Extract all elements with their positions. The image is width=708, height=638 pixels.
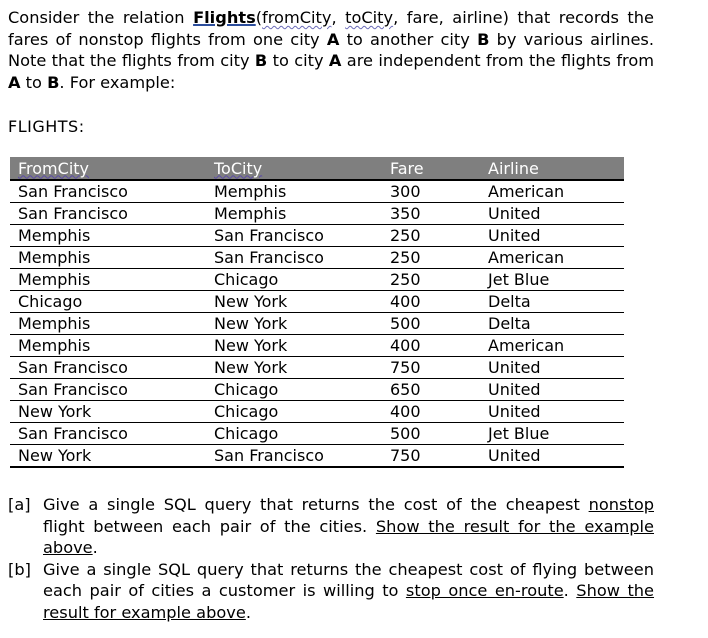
city-a-label: A xyxy=(8,72,21,92)
question-a xyxy=(8,494,654,559)
cell-fromcity: San Francisco xyxy=(10,379,206,401)
attribute-fromcity: fromCity xyxy=(262,8,332,27)
cell-tocity: New York xyxy=(206,335,382,357)
cell-fromcity: Memphis xyxy=(10,225,206,247)
attribute-tocity: toCity xyxy=(345,8,394,27)
city-b-label: B xyxy=(47,72,60,92)
cell-tocity: Chicago xyxy=(206,379,382,401)
cell-fromcity: San Francisco xyxy=(10,180,206,203)
cell-airline: Delta xyxy=(480,291,624,313)
relation-name: Flights xyxy=(193,8,256,27)
questions-list xyxy=(8,494,654,623)
intro-text: ( xyxy=(255,8,263,27)
city-b-label: B xyxy=(477,29,490,49)
cell-fare: 350 xyxy=(382,203,480,225)
intro-text: . For example: xyxy=(59,72,176,92)
table-row xyxy=(10,203,624,225)
intro-text: to city xyxy=(267,51,329,70)
table-row xyxy=(10,379,624,401)
cell-fare: 250 xyxy=(382,247,480,269)
city-b-label: B xyxy=(254,51,268,70)
cell-airline: United xyxy=(480,445,624,468)
cell-fare: 250 xyxy=(382,225,480,247)
table-row xyxy=(10,247,624,269)
question-text: flight between each pair of the cities. xyxy=(43,516,376,536)
cell-tocity: Chicago xyxy=(206,269,382,291)
table-row xyxy=(10,357,624,379)
cell-tocity: San Francisco xyxy=(206,247,382,269)
header-label: ToCity xyxy=(214,158,263,178)
table-row xyxy=(10,423,624,445)
question-tag: [b] xyxy=(8,559,31,579)
cell-fare: 500 xyxy=(382,313,480,335)
cell-fromcity: Memphis xyxy=(10,247,206,269)
intro-text: are independent from the flights from xyxy=(341,51,654,70)
header-tocity xyxy=(206,157,382,180)
table-row xyxy=(10,225,624,247)
intro-text: to xyxy=(20,72,48,92)
cell-tocity: New York xyxy=(206,313,382,335)
cell-airline: Jet Blue xyxy=(480,269,624,291)
intro-text: , xyxy=(331,8,346,27)
intro-text: , fare, airline) that records the fares of nonstop flights from one city xyxy=(8,8,654,49)
cell-fromcity: New York xyxy=(10,401,206,423)
cell-fare: 300 xyxy=(382,180,480,203)
city-a-label: A xyxy=(326,29,340,49)
table-row xyxy=(10,335,624,357)
intro-paragraph xyxy=(8,7,654,93)
intro-text: Consider the relation xyxy=(8,8,194,27)
header-fromcity xyxy=(10,157,206,180)
cell-airline: United xyxy=(480,379,624,401)
table-row xyxy=(10,180,624,203)
cell-airline: United xyxy=(480,225,624,247)
cell-fare: 500 xyxy=(382,423,480,445)
cell-fromcity: Chicago xyxy=(10,291,206,313)
header-airline: Airline xyxy=(480,157,624,180)
cell-tocity: San Francisco xyxy=(206,225,382,247)
cell-fromcity: Memphis xyxy=(10,269,206,291)
cell-fare: 750 xyxy=(382,445,480,468)
cell-tocity: New York xyxy=(206,357,382,379)
cell-fromcity: New York xyxy=(10,445,206,468)
table-row xyxy=(10,269,624,291)
cell-tocity: Chicago xyxy=(206,423,382,445)
cell-airline: United xyxy=(480,357,624,379)
cell-airline: United xyxy=(480,203,624,225)
cell-fare: 400 xyxy=(382,335,480,357)
cell-airline: American xyxy=(480,335,624,357)
emphasis-nonstop: nonstop xyxy=(588,495,654,514)
cell-tocity: Memphis xyxy=(206,180,382,203)
cell-airline: Jet Blue xyxy=(480,423,624,445)
emphasis-stop-once: stop once en-route xyxy=(405,581,564,600)
cell-fare: 250 xyxy=(382,269,480,291)
question-tag: [a] xyxy=(8,495,31,514)
cell-airline: Delta xyxy=(480,313,624,335)
city-a-label: A xyxy=(328,51,342,70)
cell-fromcity: San Francisco xyxy=(10,423,206,445)
question-text: Give a single SQL query that returns the cost of the cheapest xyxy=(43,495,589,514)
table-row xyxy=(10,313,624,335)
cell-tocity: Memphis xyxy=(206,203,382,225)
cell-tocity: San Francisco xyxy=(206,445,382,468)
table-header-row xyxy=(10,157,624,180)
cell-airline: United xyxy=(480,401,624,423)
header-label: FromCity xyxy=(18,158,89,178)
question-b xyxy=(8,559,654,624)
cell-fare: 750 xyxy=(382,357,480,379)
question-text: . xyxy=(92,538,98,557)
table-row xyxy=(10,445,624,468)
intro-text: by various airlines. Note that the flights from city xyxy=(8,29,654,70)
cell-airline: American xyxy=(480,180,624,203)
question-text: . xyxy=(563,581,577,600)
question-text: Give a single SQL query that returns the cheapest cost of flying between each pair of cities a customer is willing to xyxy=(43,559,654,600)
cell-airline: American xyxy=(480,247,624,269)
cell-tocity: Chicago xyxy=(206,401,382,423)
cell-tocity: New York xyxy=(206,291,382,313)
cell-fromcity: Memphis xyxy=(10,313,206,335)
question-text: . xyxy=(245,602,251,622)
cell-fromcity: San Francisco xyxy=(10,357,206,379)
cell-fare: 650 xyxy=(382,379,480,401)
table-title: FLIGHTS: xyxy=(8,117,85,136)
table-row xyxy=(10,291,624,313)
intro-text: to another city xyxy=(339,29,478,49)
emphasis-show-result: Show the result for the example above xyxy=(43,516,655,557)
header-fare: Fare xyxy=(382,157,480,180)
cell-fromcity: Memphis xyxy=(10,335,206,357)
emphasis-show-result: Show the result for example above xyxy=(43,581,655,622)
flights-table xyxy=(10,157,624,468)
table-row xyxy=(10,401,624,423)
cell-fare: 400 xyxy=(382,401,480,423)
cell-fare: 400 xyxy=(382,291,480,313)
cell-fromcity: San Francisco xyxy=(10,203,206,225)
